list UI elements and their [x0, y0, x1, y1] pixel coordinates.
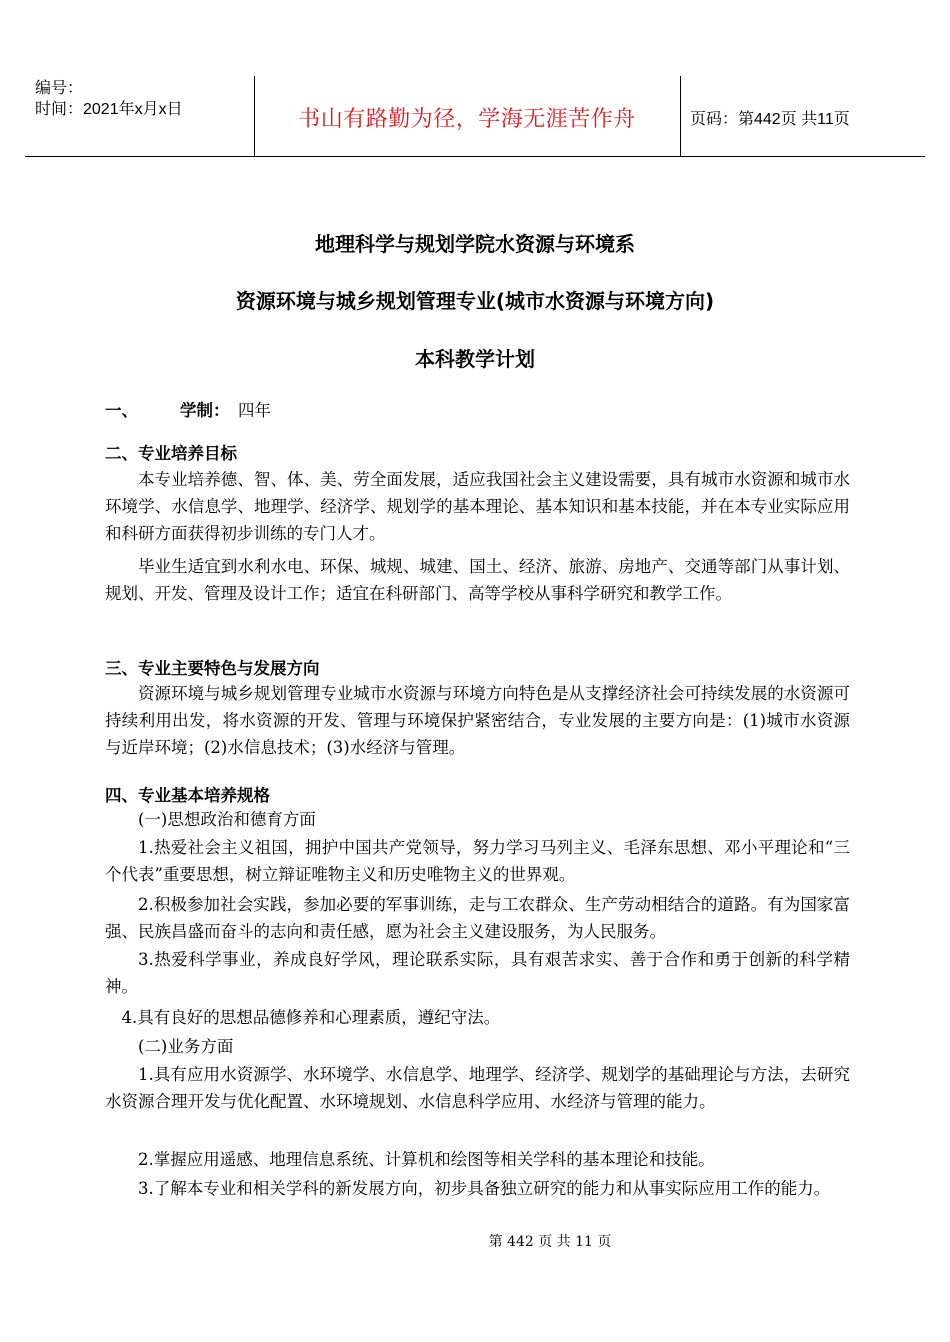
section-4-item-1: 1.热爱社会主义祖国，拥护中国共产党领导，努力学习马列主义、毛泽东思想、邓小平理论和“三个代表”重要思想，树立辩证唯物主义和历史唯物主义的世界观。: [105, 838, 850, 884]
section-4-business-item-1: 1.具有应用水资源学、水环境学、水信息学、地理学、经济学、规划学的基础理论与方法，去研究水资源合理开发与优化配置、水环境规划、水信息科学应用、水经济与管理的能力。: [105, 1065, 850, 1111]
section-2-paragraph-1: 本专业培养德、智、体、美、劳全面发展，适应我国社会主义建设需要，具有城市水资源和城市水环境学、水信息学、地理学、经济学、规划学的基本理论、基本知识和基本技能，并在本专业实际应用和科研方面获得初步训练的专门人才。: [105, 470, 850, 543]
section-3-heading: 三、专业主要特色与发展方向: [105, 659, 320, 678]
header-divider-2: [680, 76, 681, 156]
section-3-paragraph-1: 资源环境与城乡规划管理专业城市水资源与环境方向特色是从支撑经济社会可持续发展的水资源可持续利用出发，将水资源的开发、管理与环境保护紧密结合，专业发展的主要方向是：(1)城市水资源与近岸环境；(2)水信息技术；(3)水经济与管理。: [105, 684, 850, 757]
section-1-heading: [105, 397, 271, 421]
section-1-number: 一、: [105, 401, 138, 420]
title-line-3: 本科教学计划: [415, 347, 535, 371]
section-4-item-2: 2.积极参加社会实践，参加必要的军事训练，走与工农群众、生产劳动相结合的道路。有为国家富强、民族昌盛而奋斗的志向和责任感，愿为社会主义建设服务，为人民服务。: [105, 895, 850, 941]
section-4-item-3: 3.热爱科学事业，养成良好学风，理论联系实际，具有艰苦求实、善于合作和勇于创新的科学精神。: [105, 950, 850, 996]
section-2-paragraph-2: 毕业生适宜到水利水电、环保、城规、城建、国土、经济、旅游、房地产、交通等部门从事计划、规划、开发、管理及设计工作；适宜在科研部门、高等学校从事科学研究和教学工作。: [105, 557, 850, 603]
section-4-item-4: 4.具有良好的思想品德修养和心理素质，遵纪守法。: [121, 1008, 501, 1027]
section-2-heading: 二、专业培养目标: [105, 444, 237, 463]
study-length-label: 学制：: [180, 401, 230, 420]
study-length-value: 四年: [238, 401, 271, 420]
document-header: [25, 76, 925, 157]
header-motto: 书山有路勤为径，学海无涯苦作舟: [298, 107, 636, 132]
doc-time-label: 时间：2021年x月x日: [35, 101, 183, 118]
section-4-subheading-1: (一)思想政治和德育方面: [138, 810, 316, 829]
title-line-2: 资源环境与城乡规划管理专业(城市水资源与环境方向): [235, 289, 715, 313]
header-page-info: 页码：第442页 共11页: [690, 111, 850, 128]
page-footer: 第 442 页 共 11 页: [488, 1234, 612, 1250]
header-meta: [35, 78, 250, 120]
section-4-heading: 四、专业基本培养规格: [105, 786, 270, 805]
section-4-business-item-2: 2.掌握应用遥感、地理信息系统、计算机和绘图等相关学科的基本理论和技能。: [138, 1150, 715, 1169]
title-line-1: 地理科学与规划学院水资源与环境系: [315, 232, 635, 256]
section-4-subheading-2: (二)业务方面: [138, 1037, 234, 1056]
doc-number-label: 编号：: [35, 80, 84, 97]
section-4-business-item-3: 3.了解本专业和相关学科的新发展方向，初步具备独立研究的能力和从事实际应用工作的能力。: [138, 1179, 831, 1198]
